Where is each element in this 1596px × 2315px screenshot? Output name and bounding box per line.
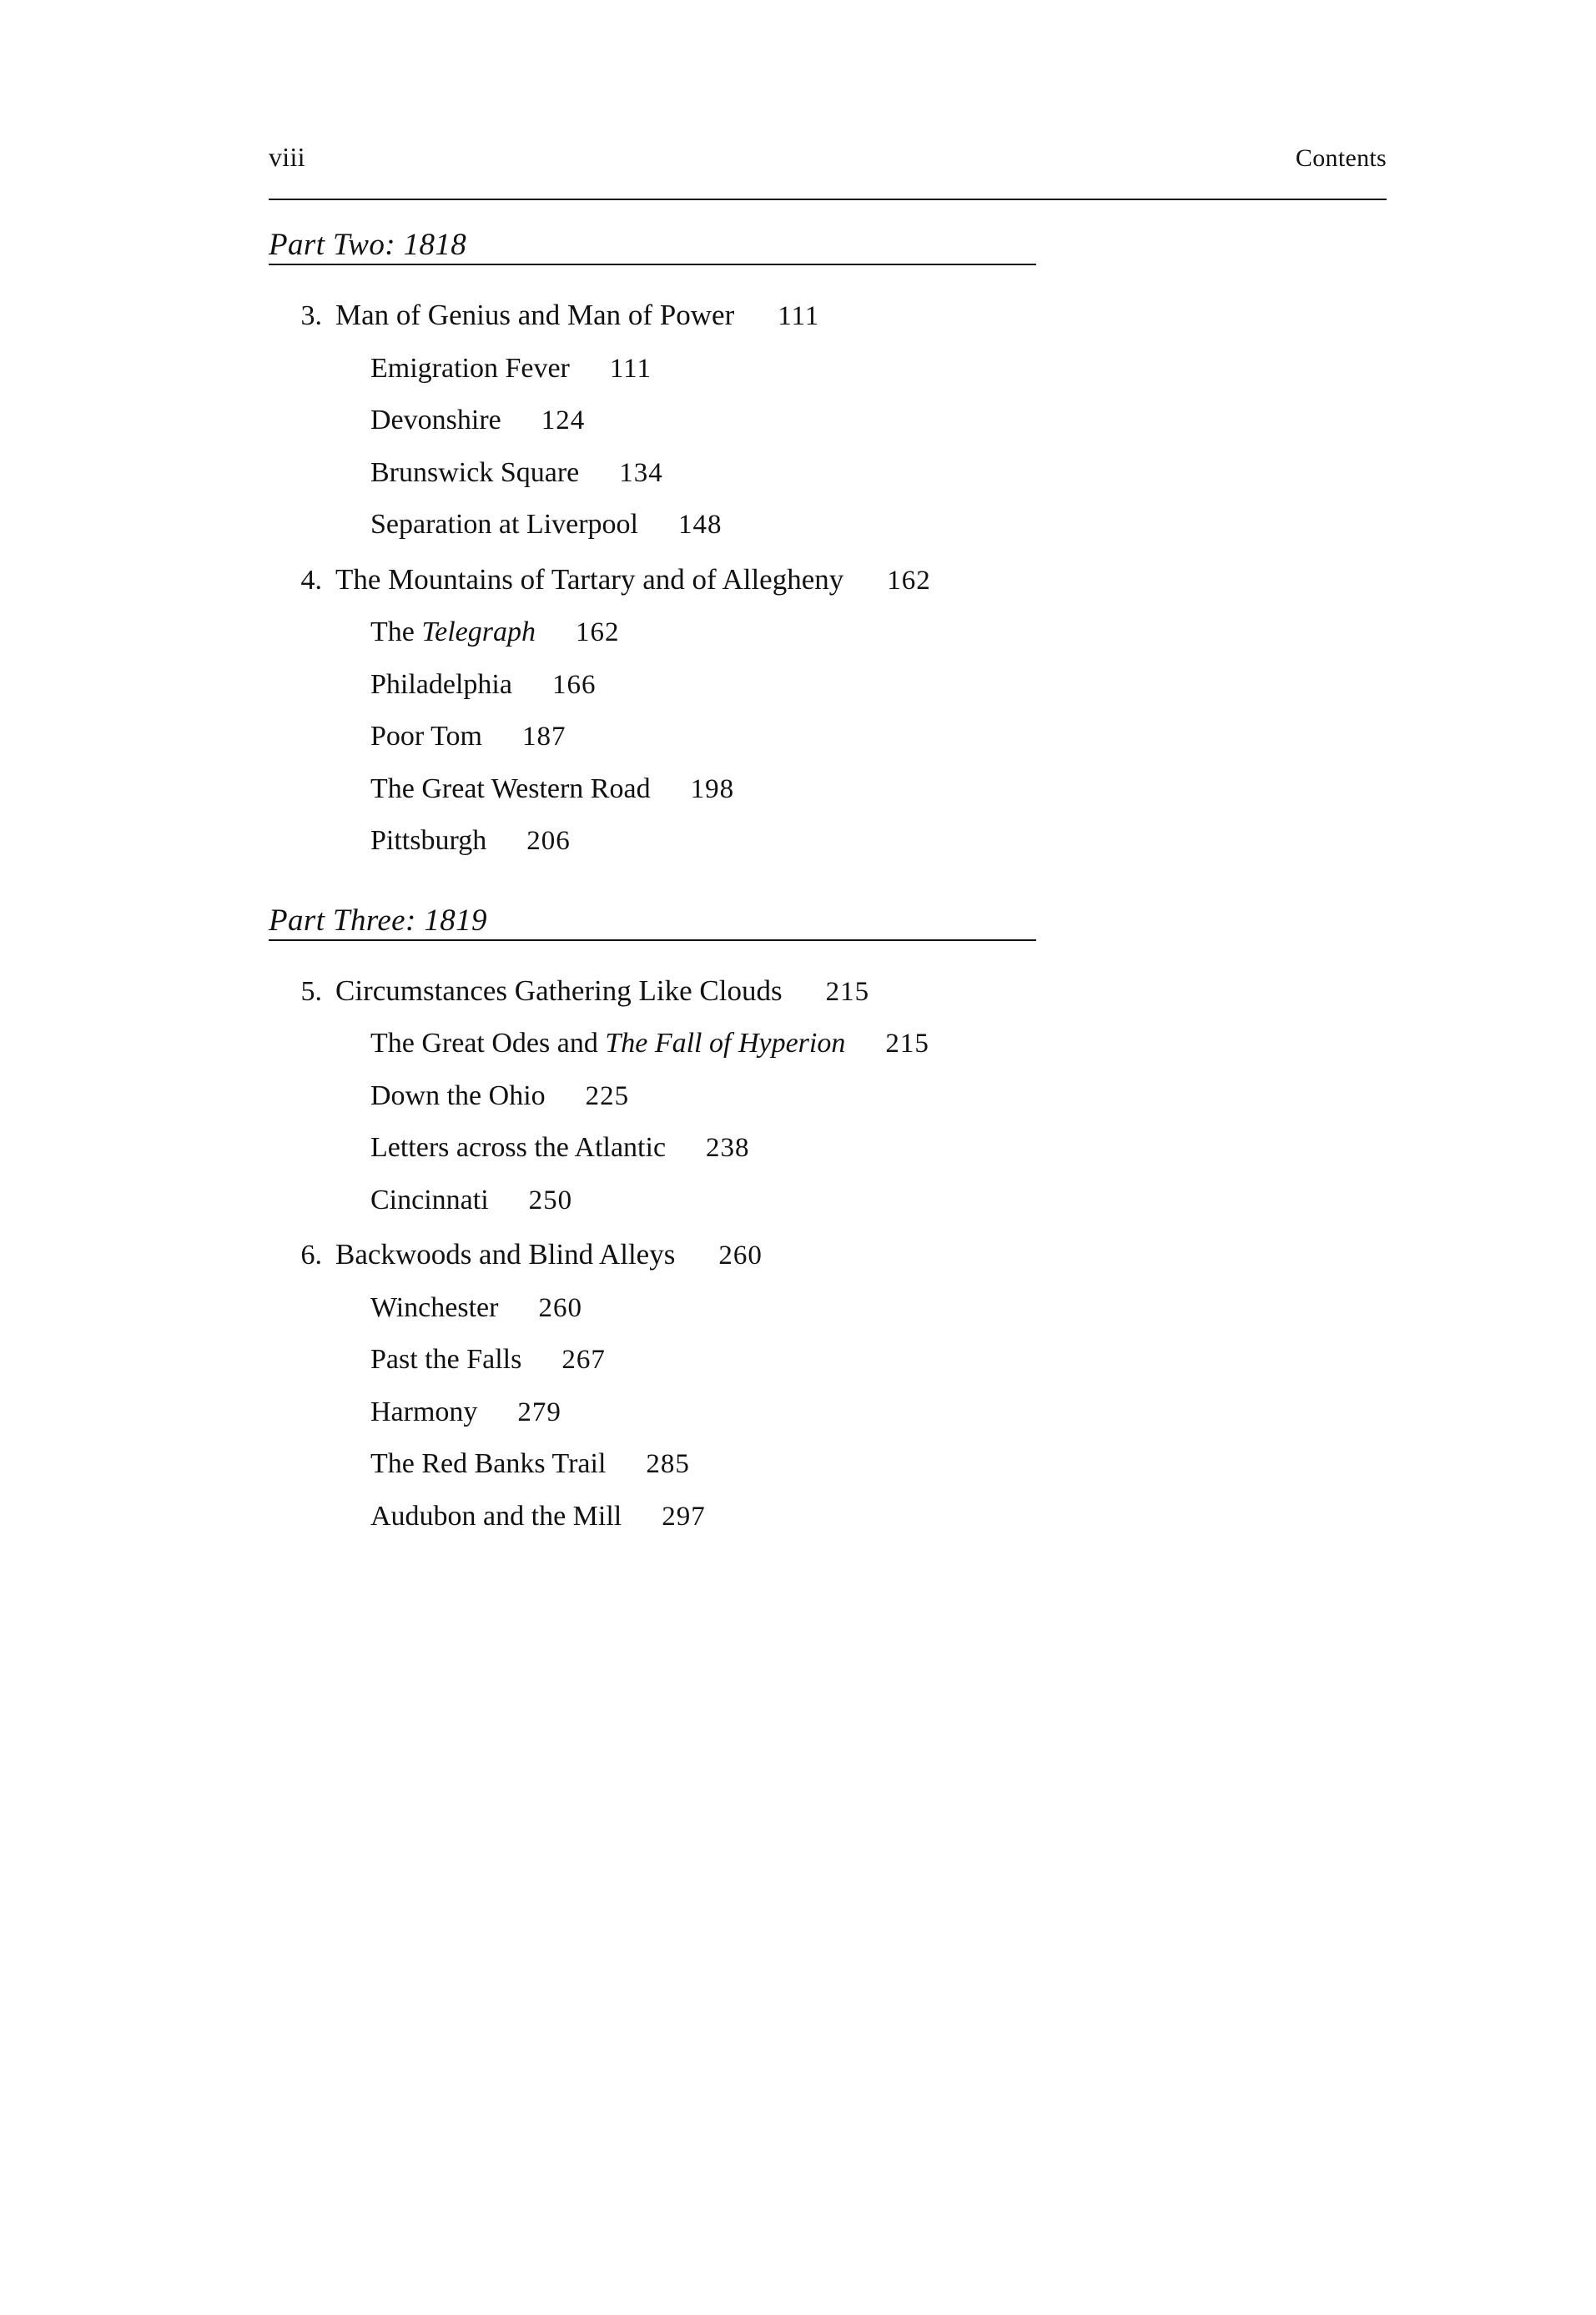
chapter-title: Circumstances Gathering Like Clouds: [335, 974, 783, 1007]
toc-section-entry[interactable]: [269, 1342, 1387, 1378]
part-heading: [269, 903, 1387, 954]
chapter-page-number: 260: [718, 1241, 763, 1271]
part-heading: [269, 227, 1387, 279]
chapter-number: 4.: [300, 564, 322, 596]
section-page-number: 166: [551, 669, 597, 700]
toc-section-entry[interactable]: [269, 667, 1387, 703]
chapter-page-number: 162: [887, 565, 931, 596]
toc-section-entry[interactable]: [269, 507, 1387, 543]
part-rule: [269, 939, 1036, 941]
section-page-number: 238: [706, 1133, 750, 1163]
section-title: Emigration Fever: [370, 352, 570, 384]
section-page-number: 267: [561, 1345, 606, 1375]
section-page-number: 148: [678, 510, 722, 540]
section-title: Letters across the Atlantic: [370, 1132, 667, 1163]
toc-section-entry[interactable]: [269, 719, 1387, 755]
page-folio: viii: [269, 142, 305, 172]
section-page-number: 124: [541, 405, 586, 435]
section-title: Separation at Liverpool: [370, 509, 639, 540]
toc-section-entry[interactable]: [269, 1395, 1387, 1431]
chapter-title: The Mountains of Tartary and of Allegheny: [335, 562, 844, 596]
toc-section-entry[interactable]: [269, 1026, 1387, 1062]
section-title-italic: The Fall of Hyperion: [605, 1028, 846, 1059]
toc-chapter-entry[interactable]: [269, 297, 1387, 335]
section-title: The Great Western Road: [370, 773, 651, 804]
toc-section-entry[interactable]: [269, 455, 1387, 491]
toc-section-entry[interactable]: [269, 351, 1387, 387]
toc-section-entry[interactable]: [269, 823, 1387, 859]
section-title: The Red Banks Trail: [370, 1448, 607, 1479]
section-title: Past the Falls: [370, 1344, 522, 1375]
section-title: Audubon and the Mill: [370, 1500, 622, 1532]
section-page-number: 162: [576, 617, 620, 647]
toc-chapter-entry[interactable]: [269, 561, 1387, 599]
toc-part: [269, 903, 1387, 1535]
toc-section-entry[interactable]: [269, 1499, 1387, 1535]
toc-section-entry[interactable]: [269, 1183, 1387, 1219]
toc-section-entry[interactable]: [269, 1130, 1387, 1166]
section-page-number: 297: [662, 1501, 706, 1532]
running-head: [269, 142, 1387, 173]
chapter-title: Man of Genius and Man of Power: [335, 299, 735, 331]
section-title: Devonshire: [370, 405, 501, 435]
section-title: Brunswick Square: [370, 456, 580, 488]
section-page-number: 111: [609, 353, 652, 384]
toc-chapter-entry[interactable]: [269, 973, 1387, 1010]
toc-section-entry[interactable]: [269, 1291, 1387, 1326]
section-page-number: 198: [690, 773, 735, 804]
toc-section-entry[interactable]: [269, 1447, 1387, 1482]
section-page-number: 225: [585, 1080, 630, 1111]
part-title: Part Two: 1818: [269, 227, 480, 263]
chapter-page-number: 111: [778, 301, 820, 331]
section-page-number: 187: [521, 722, 566, 752]
section-title-italic: Telegraph: [421, 616, 536, 647]
section-title: Down the Ohio: [370, 1079, 546, 1111]
toc-section-entry[interactable]: [269, 403, 1387, 439]
section-title: Philadelphia: [370, 668, 512, 700]
chapter-page-number: 215: [825, 976, 870, 1007]
toc-section-entry[interactable]: [269, 615, 1387, 651]
toc-part: [269, 227, 1387, 859]
chapter-title: Backwoods and Blind Alleys: [335, 1238, 676, 1271]
toc-content: [269, 227, 1387, 1534]
section-title: Poor Tom: [370, 721, 482, 752]
part-title: Part Three: 1819: [269, 903, 501, 939]
section-page-number: 134: [619, 457, 663, 488]
section-title: Harmony: [370, 1396, 478, 1427]
section-title: Winchester: [370, 1291, 499, 1323]
part-rule: [269, 264, 1036, 265]
section-title: The Telegraph: [370, 616, 536, 647]
section-title: The Great Odes and The Fall of Hyperion: [370, 1028, 846, 1059]
section-page-number: 250: [528, 1185, 573, 1215]
toc-chapter-entry[interactable]: [269, 1236, 1387, 1274]
toc-section-entry[interactable]: [269, 1079, 1387, 1115]
running-head-title: Contents: [1295, 144, 1387, 172]
section-title: Pittsburgh: [370, 825, 487, 856]
header-rule: [269, 199, 1387, 200]
section-title: Cincinnati: [370, 1184, 489, 1215]
section-page-number: 279: [517, 1397, 561, 1427]
section-page-number: 285: [646, 1449, 690, 1479]
chapter-number: 6.: [300, 1240, 322, 1271]
section-page-number: 215: [885, 1029, 929, 1059]
chapter-number: 5.: [300, 975, 322, 1007]
section-page-number: 206: [526, 826, 571, 856]
toc-section-entry[interactable]: [269, 772, 1387, 808]
section-page-number: 260: [538, 1292, 582, 1323]
chapter-number: 3.: [300, 300, 322, 331]
